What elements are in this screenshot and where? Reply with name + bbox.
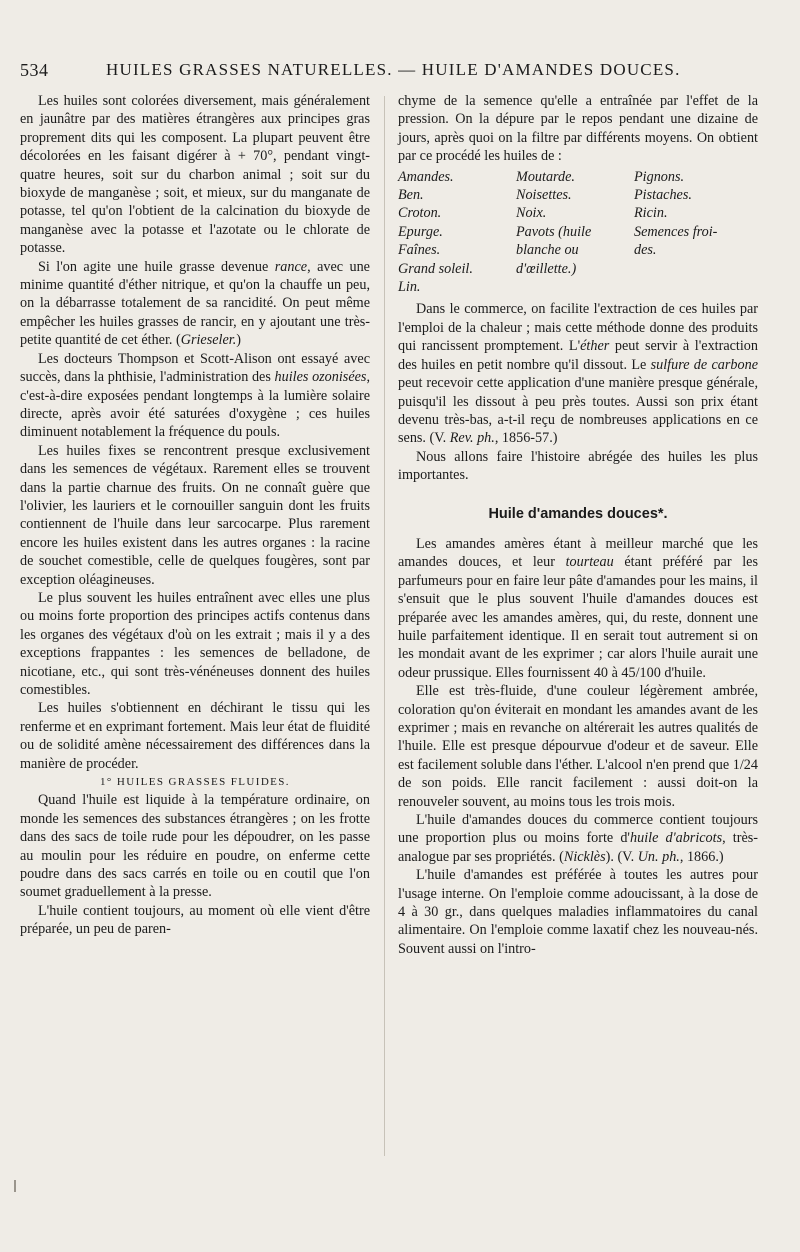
margin-mark bbox=[14, 1180, 16, 1192]
paragraph-liquid-process: Quand l'huile est liquide à la température ordinaire, on monde les semences des substances étrangères ; on les frotte dans des sacs de toile rude pour les dépoudrer, on les passe au moulin pour les réduire en poudre, on enferme cette poudre dans des sacs carrés en toile ou en coutil que l'on soumet graduellement à la presse. bbox=[20, 792, 370, 901]
oil-list-item: Faînes. bbox=[398, 242, 441, 259]
paragraph-properties: Elle est très-fluide, d'une couleur légèrement ambrée, coloration qu'on éviterait en mondant les amandes avant de les exprimer ; mais en revanche on altérerait les autres qualités de l'huile. Elle est presque dépourvue d'odeur et de saveur. Elle est facilement soluble dans l'éther. L'alcool n'en prend que 1/24 de son poids. Elle rancit facilement : aussi doit-on la renouveler souvent, au moins tous les trois mois. bbox=[398, 683, 758, 810]
oil-list-item: Semences froi- bbox=[634, 223, 718, 240]
paragraph-history: Nous allons faire l'histoire abrégée des huiles les plus importantes. bbox=[398, 448, 758, 484]
oil-list-item bbox=[634, 278, 758, 296]
paragraph-active-principles: Le plus souvent les huiles entraînent avec elles une plus ou moins forte proportion des principes actifs contenus dans les organes des végétaux d'où on les extrait ; mais il y a des exceptions frappantes : les semences de belladone, de nicotiane, etc., qui sont très-vénéneuses donnent des huiles comestibles. bbox=[20, 589, 370, 698]
oil-list-item: des. bbox=[634, 242, 657, 259]
oil-list-item: Ricin. bbox=[634, 205, 668, 222]
oil-list-item: Noix. bbox=[516, 205, 547, 222]
section-heading-fluid-oils: 1° HUILES GRASSES FLUIDES. bbox=[100, 776, 290, 789]
paragraph-parenchyma-start: L'huile contient toujours, au moment où elle vient d'être préparée, un peu de paren- bbox=[20, 902, 370, 938]
paragraph-internal-use: L'huile d'amandes est préférée à toutes les autres pour l'usage interne. On l'emploie comme adoucissant, à la dose de 4 à 30 gr., dans quelques maladies inflammatoires du canal alimentaire. On l'emploie comme laxatif chez les nouveau-nés. Souvent aussi on l'intro- bbox=[398, 867, 758, 957]
right-column bbox=[398, 92, 758, 958]
oil-list bbox=[398, 168, 758, 297]
page-header bbox=[20, 60, 778, 86]
paragraph-bitter-almonds: Les amandes amères étant à meilleur marché que les amandes douces, et leur tourteau étant préféré par les parfumeurs pour en faire leur pâte d'amandes pour les mains, il s'ensuit que le plus souvent l'huile d'amandes douces est préparée avec les amandes amères, qui, du reste, donnent une huile parfaitement identique. Il en serait tout autrement si on les mondait avant de les exprimer ; car alors l'huile aurait une odeur prussique. Elles fournissent 40 à 45/100 d'huile. bbox=[398, 535, 758, 681]
oil-list-item: Croton. bbox=[398, 205, 442, 222]
paragraph-sources: Les huiles fixes se rencontrent presque exclusivement dans les semences de végétaux. Rarement elles se trouvent dans la partie charnue des fruits. On ne connaît guère que l'olivier, les lauriers et le cornouiller sanguin dont les fruits contiennent de l'huile dans leur sarcocarpe. Plus rarement encore les huiles existent dans les autres organes : la racine de souchet comestible, celle de quelques fougères, sont par exception oléagineuses. bbox=[20, 442, 370, 588]
oil-list-item bbox=[634, 260, 758, 278]
paragraph-ozonized-oils: Les docteurs Thompson et Scott-Alison ont essayé avec succès, dans la phthisie, l'administration des huiles ozonisées, c'est-à-dire exposées pendant longtemps à la lumière solaire directe, après avoir été saturées d'oxygène ; ces huiles diminuent notablement la fréquence du pouls. bbox=[20, 350, 370, 441]
oil-list-item: blanche ou bbox=[516, 242, 579, 259]
oil-list-item: d'œillette.) bbox=[516, 260, 577, 277]
paragraph-rancidity: Si l'on agite une huile grasse devenue rance, avec une minime quantité d'éther nitrique, et qu'on la chauffe un peu, on la débarrasse totalement de sa rancidité. On peut même empêcher les huiles grasses de rancir, en y ajoutant une très-petite quantité de cet éther. (Grieseler.) bbox=[20, 258, 370, 349]
oil-list-item: Pistaches. bbox=[634, 187, 692, 204]
paragraph-apricot-oil: L'huile d'amandes douces du commerce contient toujours une proportion plus ou moins forte d'huile d'abricots, très-analogue par ses propriétés. (Nicklès). (V. Un. ph., 1866.) bbox=[398, 812, 758, 865]
running-title: HUILES GRASSES NATURELLES. — HUILE D'AMANDES DOUCES. bbox=[106, 60, 681, 79]
oil-list-item: Pignons. bbox=[634, 168, 685, 185]
paragraph-parenchyma-end: chyme de la semence qu'elle a entraînée par l'effet de la pression. On la dépure par le repos pendant une dizaine de jours, après quoi on la filtre par différents moyens. On obtient par ce procédé les huiles de : bbox=[398, 93, 758, 165]
oil-list-item bbox=[516, 278, 634, 296]
oil-list-item: Noisettes. bbox=[516, 187, 572, 204]
oil-list-item: Moutarde. bbox=[516, 168, 575, 185]
oil-list-item: Pavots (huile bbox=[516, 223, 592, 240]
oil-list-item: Amandes. bbox=[398, 168, 454, 185]
oil-list-item: Ben. bbox=[398, 187, 424, 204]
oil-list-item: Epurge. bbox=[398, 223, 443, 240]
oil-list-item: Lin. bbox=[398, 279, 421, 296]
paragraph-extraction: Les huiles s'obtiennent en déchirant le tissu qui les renferme et en exprimant fortement. Mais leur état de fluidité ou de solidité amène nécessairement des différences dans la manière de procéder. bbox=[20, 700, 370, 772]
subsection-heading-almond-oil: Huile d'amandes douces*. bbox=[488, 505, 668, 522]
left-column bbox=[20, 92, 370, 939]
column-divider bbox=[384, 96, 385, 1156]
oil-list-item: Grand soleil. bbox=[398, 260, 473, 277]
paragraph-coloration: Les huiles sont colorées diversement, mais généralement en jaunâtre par des matières étrangères aux principes gras proprement dits qui les composent. La plupart peuvent être décolorées en les faisant digérer à + 70°, pendant vingt-quatre heures, soit sur du charbon animal ; soit sur du bioxyde de manganèse ; soit, et mieux, sur du manganate de potasse, tel qu'on l'obtient de la calcination du bioxyde de manganèse avec la potasse et l'azotate ou le chlorate de potasse. bbox=[20, 93, 370, 257]
paragraph-commerce: Dans le commerce, on facilite l'extraction de ces huiles par l'emploi de la chaleur ; mais cette méthode donne des produits qui rancissent promptement. L'éther peut servir à l'extraction des huiles en petit nombre qu'il dissout. Le sulfure de carbone peut recevoir cette application d'une manière presque générale, puisqu'il les dissout à peu près toutes. Aussi son prix étant devenu très-bas, a-t-il reçu de nombreuses applications en ce sens. (V. Rev. ph., 1856-57.) bbox=[398, 301, 759, 447]
page-number: 534 bbox=[20, 60, 49, 80]
